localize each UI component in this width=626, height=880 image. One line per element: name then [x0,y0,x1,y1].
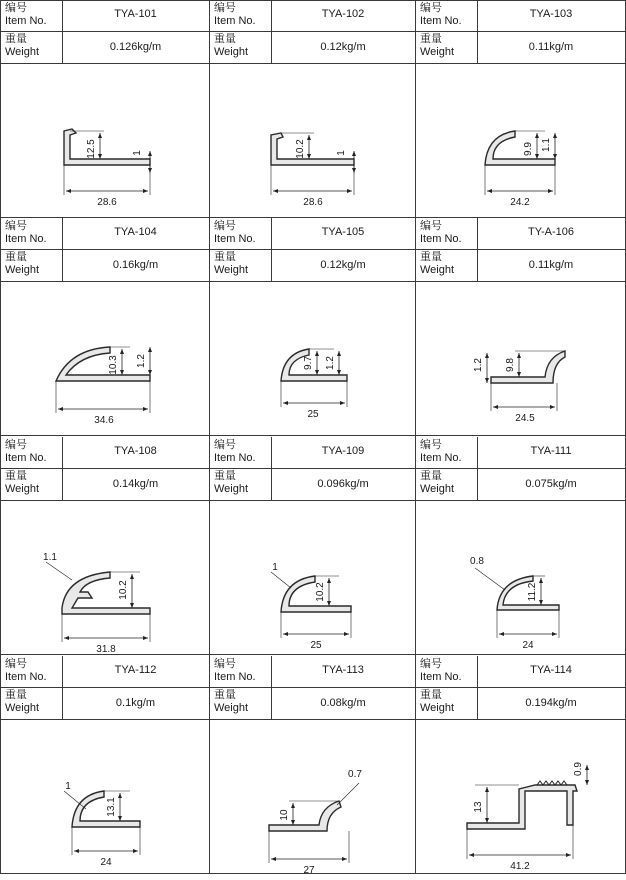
dim-height-label-1: 10.2 [295,139,306,159]
item-no-label-0-en: Item No. [5,15,47,27]
dim-thick-8 [475,568,505,590]
item-no-value-6: TYA-108 [114,445,157,457]
dim-height-label-3: 10.3 [108,355,119,375]
item-no-label-11-zh: 编号 [420,658,442,670]
weight-label-8-en: Weight [420,483,455,495]
item-no-label-9-zh: 编号 [5,658,27,670]
item-no-label-10 [214,658,256,684]
item-no-label-7 [214,439,256,465]
weight-label-5 [420,251,454,277]
profile-shape-6 [62,572,150,614]
row-divider-item-2 [0,468,626,469]
dim-height-label-2: 9.9 [523,142,534,156]
profile-shape-4 [281,349,347,381]
item-no-label-0-zh: 编号 [5,2,27,14]
item-no-label-1-en: Item No. [214,15,256,27]
item-no-label-5-en: Item No. [420,233,462,245]
weight-label-1-zh: 重量 [214,33,236,45]
weight-value-1: 0.12kg/m [320,41,366,53]
weight-label-4-en: Weight [214,264,249,276]
weight-label-10-zh: 重量 [214,689,236,701]
weight-label-1 [214,33,248,59]
item-no-label-8-en: Item No. [420,452,462,464]
item-no-label-8-zh: 编号 [420,439,442,451]
profile-drawing-8 [415,500,625,654]
weight-value-6: 0.14kg/m [112,478,159,490]
weight-label-0-en: Weight [5,46,40,58]
dim-width-label-2: 24.2 [510,197,530,208]
weight-label-4 [214,251,248,277]
dim-height-label-5: 9.8 [505,358,516,372]
dim-width-label-8: 24 [522,640,534,651]
profile-drawing-6 [0,500,209,654]
item-no-label-11-en: Item No. [420,671,462,683]
dim-width-label-4: 25 [307,409,319,420]
profile-shape-5 [491,351,565,383]
dim-thick-10 [337,783,359,805]
weight-label-11-en: Weight [420,702,455,714]
weight-label-2-zh: 重量 [420,33,442,45]
row-divider-item-0 [0,31,626,32]
dim-height-label-7: 10.2 [315,582,326,602]
weight-label-3-zh: 重量 [5,251,27,263]
weight-label-8-zh: 重量 [420,470,442,482]
dim-thick-label-3: 1.2 [136,354,147,368]
weight-value-9: 0.1kg/m [115,697,156,709]
weight-label-9-en: Weight [5,702,40,714]
dim-height-label-10: 10 [279,809,290,821]
item-no-label-6 [5,439,47,465]
dim-width-label-5: 24.5 [515,413,535,424]
profile-drawing-4 [209,281,415,435]
weight-value-8: 0.075kg/m [525,478,577,490]
dim-height-label-8: 11.2 [527,582,538,602]
weight-value-11: 0.194kg/m [525,697,577,709]
dim-width-label-11: 41.2 [510,861,530,872]
dim-width-label-3: 34.6 [94,415,114,426]
dim-width-label-1: 28.6 [303,197,323,208]
dim-height-label-0: 12.5 [86,139,97,159]
item-no-label-0 [5,2,47,28]
dim-width-label-7: 25 [310,640,322,651]
weight-label-3-en: Weight [5,264,40,276]
item-no-label-5-zh: 编号 [420,220,442,232]
weight-label-7-zh: 重量 [214,470,236,482]
weight-label-5-en: Weight [420,264,455,276]
weight-label-11-zh: 重量 [420,689,442,701]
profile-drawing-1 [209,63,415,217]
dim-width-label-6: 31.8 [96,644,116,655]
weight-label-7-en: Weight [214,483,249,495]
dim-thick-label-10: 0.7 [348,769,362,780]
profile-shape-0 [64,129,150,165]
weight-value-2: 0.11kg/m [528,41,574,53]
item-no-label-3 [5,220,47,246]
item-no-label-7-zh: 编号 [214,439,236,451]
item-no-label-8 [420,439,462,465]
weight-label-10 [214,689,248,715]
weight-value-10: 0.08kg/m [320,697,366,709]
table-border-top [0,0,626,1]
item-no-label-3-en: Item No. [5,233,47,245]
item-no-label-4 [214,220,256,246]
weight-label-6 [5,470,39,496]
profile-drawing-11 [415,719,625,873]
weight-label-6-zh: 重量 [5,470,27,482]
item-no-label-11 [420,658,462,684]
weight-label-4-zh: 重量 [214,251,236,263]
weight-label-0 [5,33,39,59]
weight-label-7 [214,470,248,496]
dim-height-label-11: 13 [473,801,484,813]
item-no-label-1 [214,2,256,28]
profile-drawing-2 [415,63,625,217]
item-no-value-10: TYA-113 [322,664,364,676]
item-no-label-10-zh: 编号 [214,658,236,670]
item-no-value-2: TYA-103 [529,8,573,20]
dim-thick-label-0: 1 [132,150,143,156]
dim-width-label-9: 24 [100,857,112,868]
dim-width-label-0: 28.6 [97,197,117,208]
dim-thick-6 [46,562,72,580]
weight-label-9 [5,689,39,715]
dim-height-label-9: 13.1 [106,797,117,817]
item-no-label-1-zh: 编号 [214,2,236,14]
weight-label-11 [420,689,454,715]
item-no-value-11: TYA-114 [530,664,572,676]
item-no-label-2-zh: 编号 [420,2,442,14]
item-no-label-4-en: Item No. [214,233,256,245]
item-no-label-6-zh: 编号 [5,439,27,451]
item-no-label-7-en: Item No. [214,452,256,464]
dim-thick-label-8: 0.8 [470,556,484,567]
dim-thick-label-7: 1 [272,562,278,573]
item-no-label-2-en: Item No. [420,15,462,27]
item-no-value-9: TYA-112 [114,664,157,676]
weight-value-0: 0.126kg/m [109,41,162,53]
profile-drawing-0 [0,63,209,217]
dim-height-label-6: 10.2 [118,580,129,600]
item-no-label-6-en: Item No. [5,452,47,464]
item-no-value-4: TYA-105 [321,226,365,238]
profile-drawing-5 [415,281,625,435]
weight-label-10-en: Weight [214,702,249,714]
weight-value-7: 0.096kg/m [317,478,369,490]
item-no-label-9 [5,658,47,684]
item-no-value-1: TYA-102 [321,8,365,20]
profile-drawing-9 [0,719,209,873]
weight-label-8 [420,470,454,496]
weight-value-4: 0.12kg/m [320,259,366,271]
item-no-value-7: TYA-109 [321,445,365,457]
row-divider-drawing-2 [0,654,626,655]
dim-thick-label-1: 1 [336,150,347,156]
dim-thick-label-2: 1.1 [541,138,552,152]
item-no-label-9-en: Item No. [5,671,47,683]
item-no-value-8: TYA-111 [530,445,572,457]
row-divider-item-1 [0,249,626,250]
weight-label-0-zh: 重量 [5,33,27,45]
row-divider-drawing-0 [0,217,626,218]
item-no-label-5 [420,220,462,246]
weight-label-2 [420,33,454,59]
item-no-label-2 [420,2,462,28]
profile-drawing-3 [0,281,209,435]
dim-thick-label-9: 1 [65,781,71,792]
item-no-value-5: TY-A-106 [527,226,575,238]
row-divider-item-3 [0,687,626,688]
weight-label-6-en: Weight [5,483,40,495]
item-no-value-3: TYA-104 [114,226,157,238]
weight-label-3 [5,251,39,277]
item-no-label-10-en: Item No. [214,671,256,683]
row-divider-drawing-1 [0,435,626,436]
dim-height-label-4: 9.7 [303,356,314,370]
weight-value-3: 0.16kg/m [112,259,159,271]
item-no-label-4-zh: 编号 [214,220,236,232]
profile-drawing-7 [209,500,415,654]
dim-width-label-10: 27 [303,865,315,876]
item-no-label-3-zh: 编号 [5,220,27,232]
weight-label-1-en: Weight [214,46,249,58]
dim-thick-label-4: 1.2 [325,356,336,370]
weight-label-5-zh: 重量 [420,251,442,263]
dim-thick-7 [271,572,291,588]
profile-shape-1 [271,133,354,165]
profile-drawing-10 [209,719,415,876]
item-no-value-0: TYA-101 [114,8,157,20]
dim-thick-label-6: 1.1 [43,552,57,563]
dim-thick-label-5: 1.2 [473,358,484,372]
weight-label-2-en: Weight [420,46,455,58]
weight-label-9-zh: 重量 [5,689,27,701]
dim-thick-label-11: 0.9 [573,762,584,776]
weight-value-5: 0.11kg/m [528,259,574,271]
